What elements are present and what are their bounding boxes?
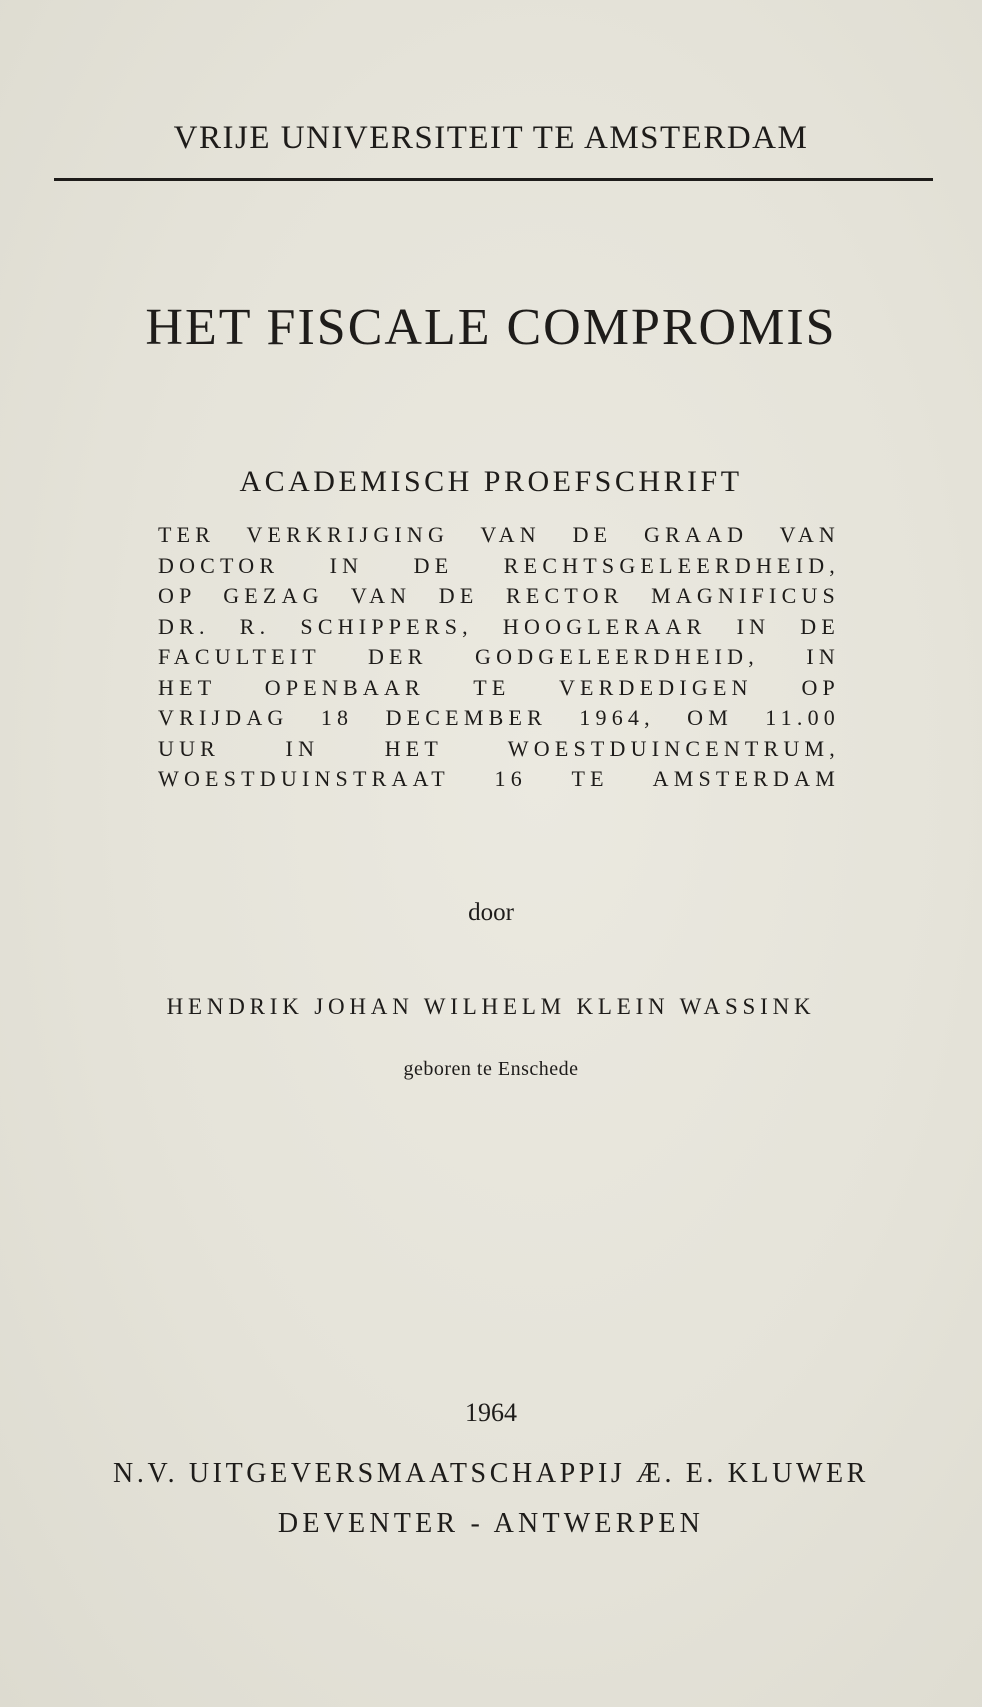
degree-line: DOCTOR IN DE RECHTSGELEERDHEID, <box>158 552 840 578</box>
publication-year: 1964 <box>465 1398 517 1427</box>
degree-line: VRIJDAG 18 DECEMBER 1964, OM 11.00 <box>158 705 840 730</box>
degree-line: WOESTDUINSTRAAT 16 TE AMSTERDAM <box>158 766 840 791</box>
thesis-title: HET FISCALE COMPROMIS <box>145 299 837 356</box>
thesis-subtitle: ACADEMISCH PROEFSCHRIFT <box>239 465 743 498</box>
by-label: door <box>468 899 514 926</box>
publisher-name: N.V. UITGEVERSMAATSCHAPPIJ Æ. E. KLUWER <box>113 1458 869 1489</box>
degree-line: DR. R. SCHIPPERS, HOOGLERAAR IN DE <box>158 613 840 639</box>
university-name: VRIJE UNIVERSITEIT TE AMSTERDAM <box>173 120 809 156</box>
publisher-place: DEVENTER - ANTWERPEN <box>277 1508 705 1539</box>
author-birthplace: geboren te Enschede <box>403 1058 579 1080</box>
degree-line: HET OPENBAAR TE VERDEDIGEN OP <box>158 674 840 700</box>
degree-statement <box>158 520 840 795</box>
author-name: HENDRIK JOHAN WILHELM KLEIN WASSINK <box>166 994 816 1019</box>
degree-line: FACULTEIT DER GODGELEERDHEID, IN <box>158 644 840 669</box>
degree-line: OP GEZAG VAN DE RECTOR MAGNIFICUS <box>158 583 840 608</box>
degree-line: UUR IN HET WOESTDUINCENTRUM, <box>158 735 840 761</box>
header-rule <box>54 178 933 181</box>
degree-line: TER VERKRIJGING VAN DE GRAAD VAN <box>158 522 840 547</box>
